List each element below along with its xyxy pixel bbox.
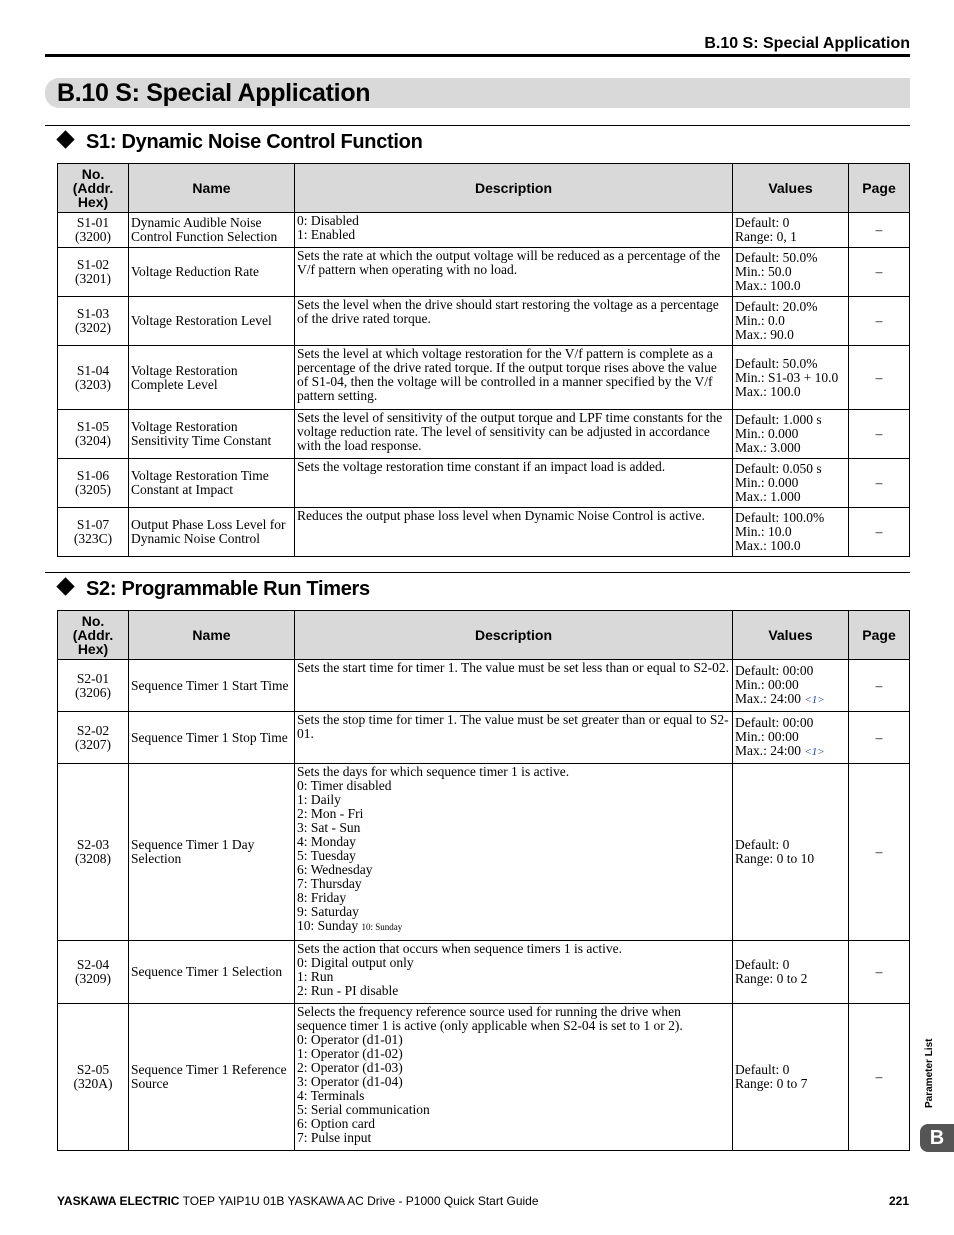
param-description-text: 0: Disabled 1: Enabled [297,213,359,242]
title-bar [45,78,910,108]
header-rule [45,54,910,57]
param-values [733,410,849,459]
col-header-description: Description [295,164,733,213]
param-description [295,764,733,941]
diamond-bullet-icon [56,130,74,148]
param-values-text: Default: 0 Range: 0 to 7 [735,1062,808,1091]
param-number: S1-04 (3203) [58,346,129,410]
param-number: S2-05 (320A) [58,1004,129,1151]
param-page: – [849,764,910,941]
param-description [295,297,733,346]
param-description [295,712,733,764]
param-description [295,1004,733,1151]
col-header-values: Values [733,164,849,213]
table-header-row [58,611,910,660]
param-description [295,508,733,557]
param-name: Sequence Timer 1 Selection [129,941,295,1004]
table-row [58,213,910,248]
param-number: S2-02 (3207) [58,712,129,764]
table-row [58,1004,910,1151]
table-row [58,764,910,941]
section-rule [45,125,910,126]
param-description-text: Sets the level of sensitivity of the output torque and LPF time constants for the voltage reduction rate. The level of sensitivity can be adjusted in accordance with the load response. [297,410,723,453]
param-name: Sequence Timer 1 Stop Time [129,712,295,764]
param-name: Voltage Restoration Complete Level [129,346,295,410]
param-page: – [849,410,910,459]
param-name: Sequence Timer 1 Start Time [129,660,295,712]
param-values-text: Default: 50.0% Min.: 50.0 Max.: 100.0 [735,250,818,293]
param-number: S1-07 (323C) [58,508,129,557]
col-header-name: Name [129,164,295,213]
table-row [58,712,910,764]
param-description [295,346,733,410]
param-page: – [849,660,910,712]
param-name: Voltage Restoration Level [129,297,295,346]
param-values [733,346,849,410]
table-row [58,459,910,508]
param-values-text: Default: 00:00 Min.: 00:00 Max.: 24:00 [735,715,814,758]
param-values-text: Default: 100.0% Min.: 10.0 Max.: 100.0 [735,510,825,553]
param-page: – [849,712,910,764]
s2-parameter-table [57,610,910,1151]
s1-parameter-table [57,163,910,557]
param-description-text: Sets the action that occurs when sequence timers 1 is active. 0: Digital output only 1: Run 2: Run - PI disable [297,941,623,998]
footnote-link[interactable]: <1> [804,746,825,758]
footer-brand: YASKAWA ELECTRIC [57,1194,180,1208]
param-description [295,248,733,297]
param-description [295,941,733,1004]
param-description-text: Sets the voltage restoration time constant if an impact load is added. [297,459,666,474]
param-page: – [849,248,910,297]
section-heading-text: S2: Programmable Run Timers [86,578,370,600]
param-number: S2-04 (3209) [58,941,129,1004]
param-number: S1-02 (3201) [58,248,129,297]
page-title: B.10 S: Special Application [57,79,371,107]
page-number: 221 [888,1194,909,1208]
param-values [733,248,849,297]
table-header-row [58,164,910,213]
section-heading-s2 [55,578,370,601]
col-header-page: Page [849,611,910,660]
appendix-tab[interactable]: B [920,1124,954,1152]
param-name: Output Phase Loss Level for Dynamic Noise Control [129,508,295,557]
footer [57,1194,539,1208]
table-row [58,941,910,1004]
param-description-text: Sets the days for which sequence timer 1 is active. 0: Timer disabled 1: Daily 2: Mon - Fri 3: Sat - Sun 4: Monday 5: Tuesday 6: Wednesday 7: Thursday 8: Friday 9: Saturday 10: Sunday [297,764,570,933]
param-values-text: Default: 0.050 s Min.: 0.000 Max.: 1.000 [735,461,822,504]
param-values [733,660,849,712]
side-label: Parameter List [924,1038,935,1108]
param-values [733,1004,849,1151]
footer-doc: TOEP YAIP1U 01B YASKAWA AC Drive - P1000 Quick Start Guide [179,1194,539,1208]
param-description-text: Selects the frequency reference source used for running the drive when sequence timer 1 is active (only applicable when S2-04 is set to 1 or 2). 0: Operator (d1-01) 1: Operator (d1-02) 2: Operator (d1-03) 3: Operator (d1-04) 4: Terminals 5: Serial communication 6: Option card 7: Pulse input [297,1004,683,1145]
param-number: S1-03 (3202) [58,297,129,346]
param-values-text: Default: 00:00 Min.: 00:00 Max.: 24:00 [735,663,814,706]
table-row [58,660,910,712]
param-values-text: Default: 50.0% Min.: S1-03 + 10.0 Max.: 100.0 [735,355,839,399]
param-description-small: 10: Sunday [361,922,403,932]
param-page: – [849,297,910,346]
diamond-bullet-icon [56,577,74,595]
param-number: S1-01 (3200) [58,213,129,248]
table-row [58,508,910,557]
param-page: – [849,213,910,248]
param-values [733,297,849,346]
section-heading-text: S1: Dynamic Noise Control Function [86,131,423,153]
param-values-text: Default: 1.000 s Min.: 0.000 Max.: 3.000 [735,412,822,455]
param-description [295,459,733,508]
param-values [733,508,849,557]
param-values-text: Default: 0 Range: 0, 1 [735,215,797,244]
param-description-text: Reduces the output phase loss level when Dynamic Noise Control is active. [297,508,705,523]
table-row [58,346,910,410]
col-header-description: Description [295,611,733,660]
param-name: Sequence Timer 1 Day Selection [129,764,295,941]
param-values-text: Default: 0 Range: 0 to 10 [735,837,815,866]
col-header-values: Values [733,611,849,660]
param-values [733,712,849,764]
param-description [295,410,733,459]
param-description [295,213,733,248]
param-description-text: Sets the level at which voltage restoration for the V/f pattern is complete as a percentage of the drive rated torque. If the output torque rises above the value of S1-04, then the voltage will be controlled in a manner specified by the V/f pattern setting. [297,346,717,403]
table-row [58,248,910,297]
param-values-text: Default: 20.0% Min.: 0.0 Max.: 90.0 [735,299,818,342]
col-header-name: Name [129,611,295,660]
section-rule [45,572,910,573]
param-name: Voltage Restoration Sensitivity Time Constant [129,410,295,459]
param-page: – [849,941,910,1004]
param-description-text: Sets the level when the drive should start restoring the voltage as a percentage of the drive rated torque. [297,297,719,326]
table-row [58,410,910,459]
param-values-text: Default: 0 Range: 0 to 2 [735,957,808,986]
param-description-text: Sets the start time for timer 1. The value must be set less than or equal to S2-02. [297,660,730,675]
param-number: S1-05 (3204) [58,410,129,459]
param-description [295,660,733,712]
param-number: S2-03 (3208) [58,764,129,941]
param-number: S1-06 (3205) [58,459,129,508]
param-values [733,764,849,941]
param-description-text: Sets the stop time for timer 1. The value must be set greater than or equal to S2-01. [297,712,729,741]
param-name: Voltage Restoration Time Constant at Impact [129,459,295,508]
param-name: Voltage Reduction Rate [129,248,295,297]
param-name: Sequence Timer 1 Reference Source [129,1004,295,1151]
param-name: Dynamic Audible Noise Control Function Selection [129,213,295,248]
footnote-link[interactable]: <1> [804,694,825,706]
col-header-no: No. (Addr. Hex) [58,164,129,213]
param-values [733,941,849,1004]
param-page: – [849,508,910,557]
param-values [733,213,849,248]
param-values [733,459,849,508]
running-header: B.10 S: Special Application [704,35,910,52]
table-row [58,297,910,346]
param-page: – [849,459,910,508]
param-number: S2-01 (3206) [58,660,129,712]
param-page: – [849,346,910,410]
col-header-no: No. (Addr. Hex) [58,611,129,660]
section-heading-s1 [55,131,423,154]
param-page: – [849,1004,910,1151]
param-description-text: Sets the rate at which the output voltage will be reduced as a percentage of the V/f pattern when operating with no load. [297,248,721,277]
col-header-page: Page [849,164,910,213]
